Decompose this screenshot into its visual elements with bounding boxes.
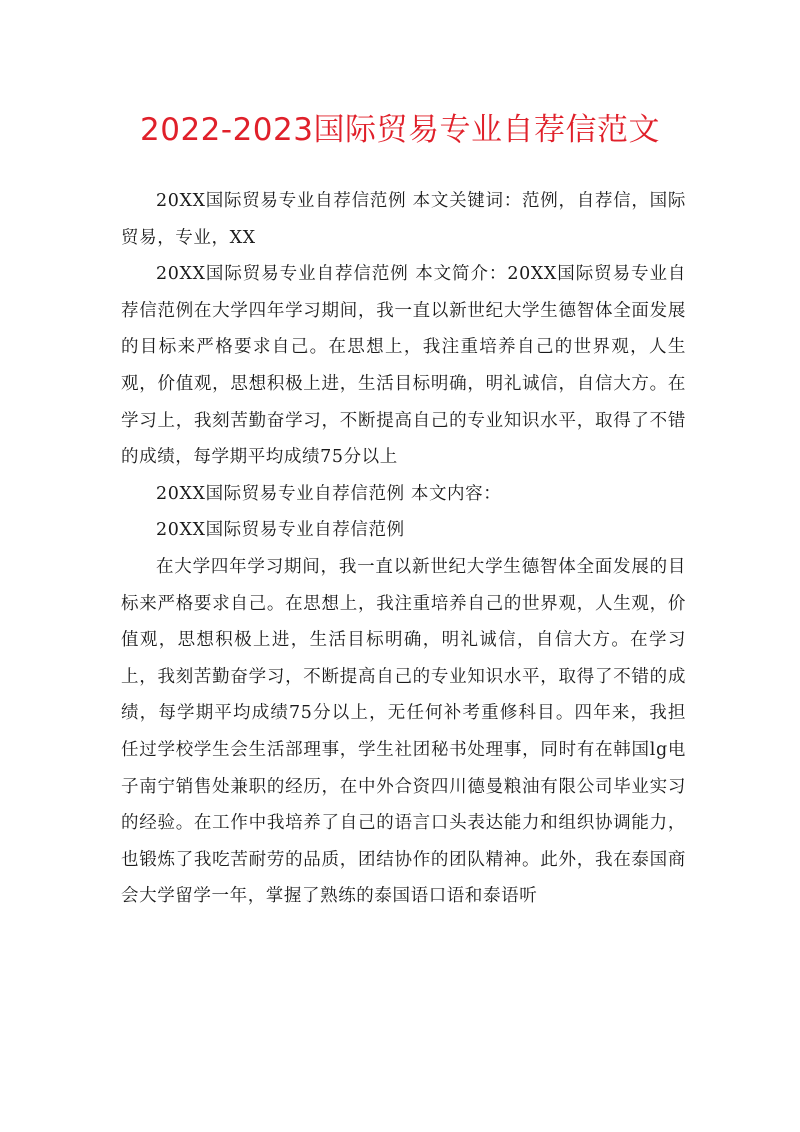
paragraph-summary: 20XX国际贸易专业自荐信范例 本文简介：20XX国际贸易专业自荐信范例在大学四年学习期间，我一直以新世纪大学生德智体全面发展的目标来严格要求自己。在思想上，我注重培养自己的世界观，人生观，价值观，思想积极上进，生活目标明确，明礼诚信，自信大方。在学习上，我刻苦勤奋学习，不断提高自己的专业知识水平，取得了不错的成绩，每学期平均成绩75分以上 (121, 264, 686, 468)
paragraph-content-heading: 20XX国际贸易专业自荐信范例 本文内容： (156, 483, 502, 504)
paragraph-letter-body: 在大学四年学习期间，我一直以新世纪大学生德智体全面发展的目标来严格要求自己。在思想上，我注重培养自己的世界观，人生观，价值观，思想积极上进，生活目标明确，明礼诚信，自信大方。在学习上，我刻苦勤奋学习，不断提高自己的专业知识水平，取得了不错的成绩，每学期平均成绩75分以上，无任何补考重修科目。四年来，我担任过学校学生会生活部理事，学生社团秘书处理事，同时有在韩国lg电子南宁销售处兼职的经历，在中外合资四川德曼粮油有限公司毕业实习的经验。在工作中我培养了自己的语言口头表达能力和组织协调能力，也锻炼了我吃苦耐劳的品质，团结协作的团队精神。此外，我在泰国商会大学留学一年，掌握了熟练的泰国语口语和泰语听 (121, 556, 686, 907)
document-body (121, 183, 686, 915)
paragraph-keywords: 20XX国际贸易专业自荐信范例 本文关键词：范例，自荐信，国际贸易，专业，XX (121, 191, 686, 248)
paragraph-letter-title: 20XX国际贸易专业自荐信范例 (156, 520, 405, 541)
document-title: 2022-2023国际贸易专业自荐信范文 (140, 112, 660, 148)
